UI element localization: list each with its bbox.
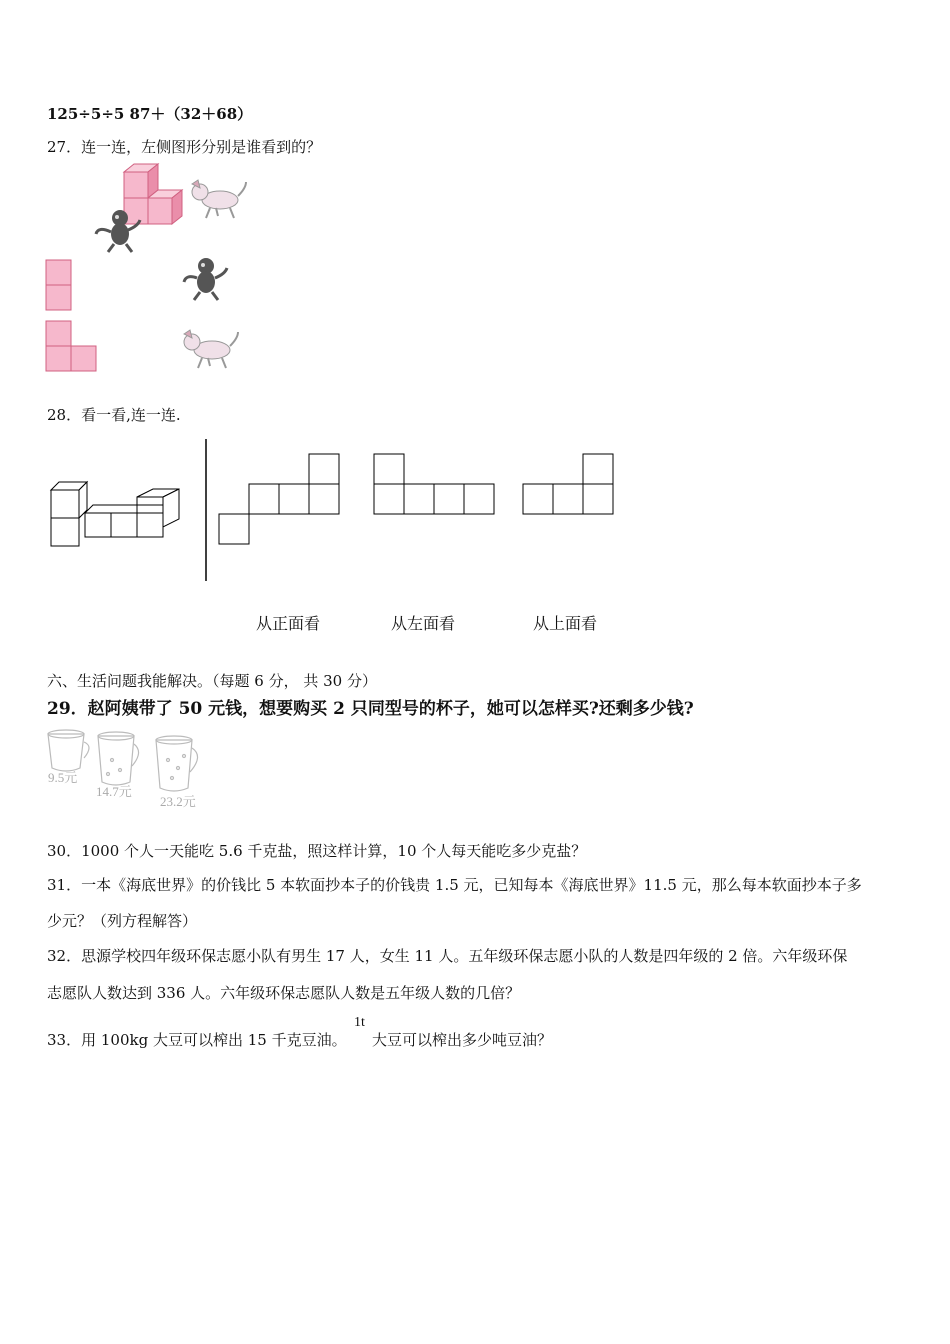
- view-label-top: 从上面看: [533, 614, 598, 633]
- q28-figure: [45, 435, 625, 595]
- question-32-line-1: 32．思源学校四年级环保志愿小队有男生 17 人，女生 11 人。五年级环保志愿小队的人数是四年级的 2 倍。六年级环保: [47, 947, 848, 965]
- view-shape-2: [374, 454, 494, 514]
- expression-line: 125÷5÷5 87＋（32＋68）: [47, 105, 253, 123]
- cups-figure: [44, 726, 214, 814]
- question-28-text: 28．看一看,连一连.: [47, 406, 181, 424]
- question-31-line-1: 31．一本《海底世界》的价钱比 5 本软面抄本子的价钱贵 1.5 元，已知每本《海底世界》11.5 元，那么每本软面抄本子多: [47, 876, 862, 894]
- question-32-line-2: 志愿队人数达到 336 人。六年级环保志愿队人数是五年级人数的几倍？: [47, 984, 521, 1002]
- question-29-text: 29．赵阿姨带了 50 元钱，想要购买 2 只同型号的杯子，她可以怎样买?还剩多少钱?: [47, 699, 694, 719]
- shape-vertical-two: [46, 260, 71, 310]
- question-33-text-before: 33．用 100kg 大豆可以榨出 15 千克豆油。: [47, 1031, 347, 1049]
- question-33-text-after: 大豆可以榨出多少吨豆油？: [372, 1031, 553, 1049]
- cup-price-3: 23.2元: [160, 794, 196, 809]
- pink-cube-structure: [124, 164, 182, 224]
- section-6-heading: 六、生活问题我能解决。（每题 6 分， 共 30 分）: [47, 672, 377, 690]
- cup-icon: [156, 736, 198, 791]
- cup-price-2: 14.7元: [96, 784, 132, 799]
- question-30-text: 30．1000 个人一天能吃 5.6 千克盐，照这样计算，10 个人每天能吃多少克盐？: [47, 842, 587, 860]
- view-label-left: 从左面看: [391, 614, 456, 633]
- cup-icon: [98, 732, 139, 785]
- question-31-line-2: 少元？（列方程解答）: [47, 912, 198, 930]
- monkey-icon: [184, 258, 227, 300]
- solid-3d: [51, 482, 179, 546]
- shape-l: [46, 321, 96, 371]
- view-shape-1: [219, 454, 339, 544]
- cup-icon: [48, 730, 89, 771]
- q27-figure: [40, 160, 270, 380]
- dog-icon: [192, 180, 246, 218]
- cup-price-1: 9.5元: [48, 770, 78, 785]
- dog-icon: [184, 330, 238, 368]
- view-shape-3: [523, 454, 613, 514]
- view-label-front: 从正面看: [256, 614, 321, 633]
- question-27-text: 27．连一连，左侧图形分别是谁看到的？: [47, 138, 322, 156]
- question-33-unit: 1t: [354, 1015, 365, 1030]
